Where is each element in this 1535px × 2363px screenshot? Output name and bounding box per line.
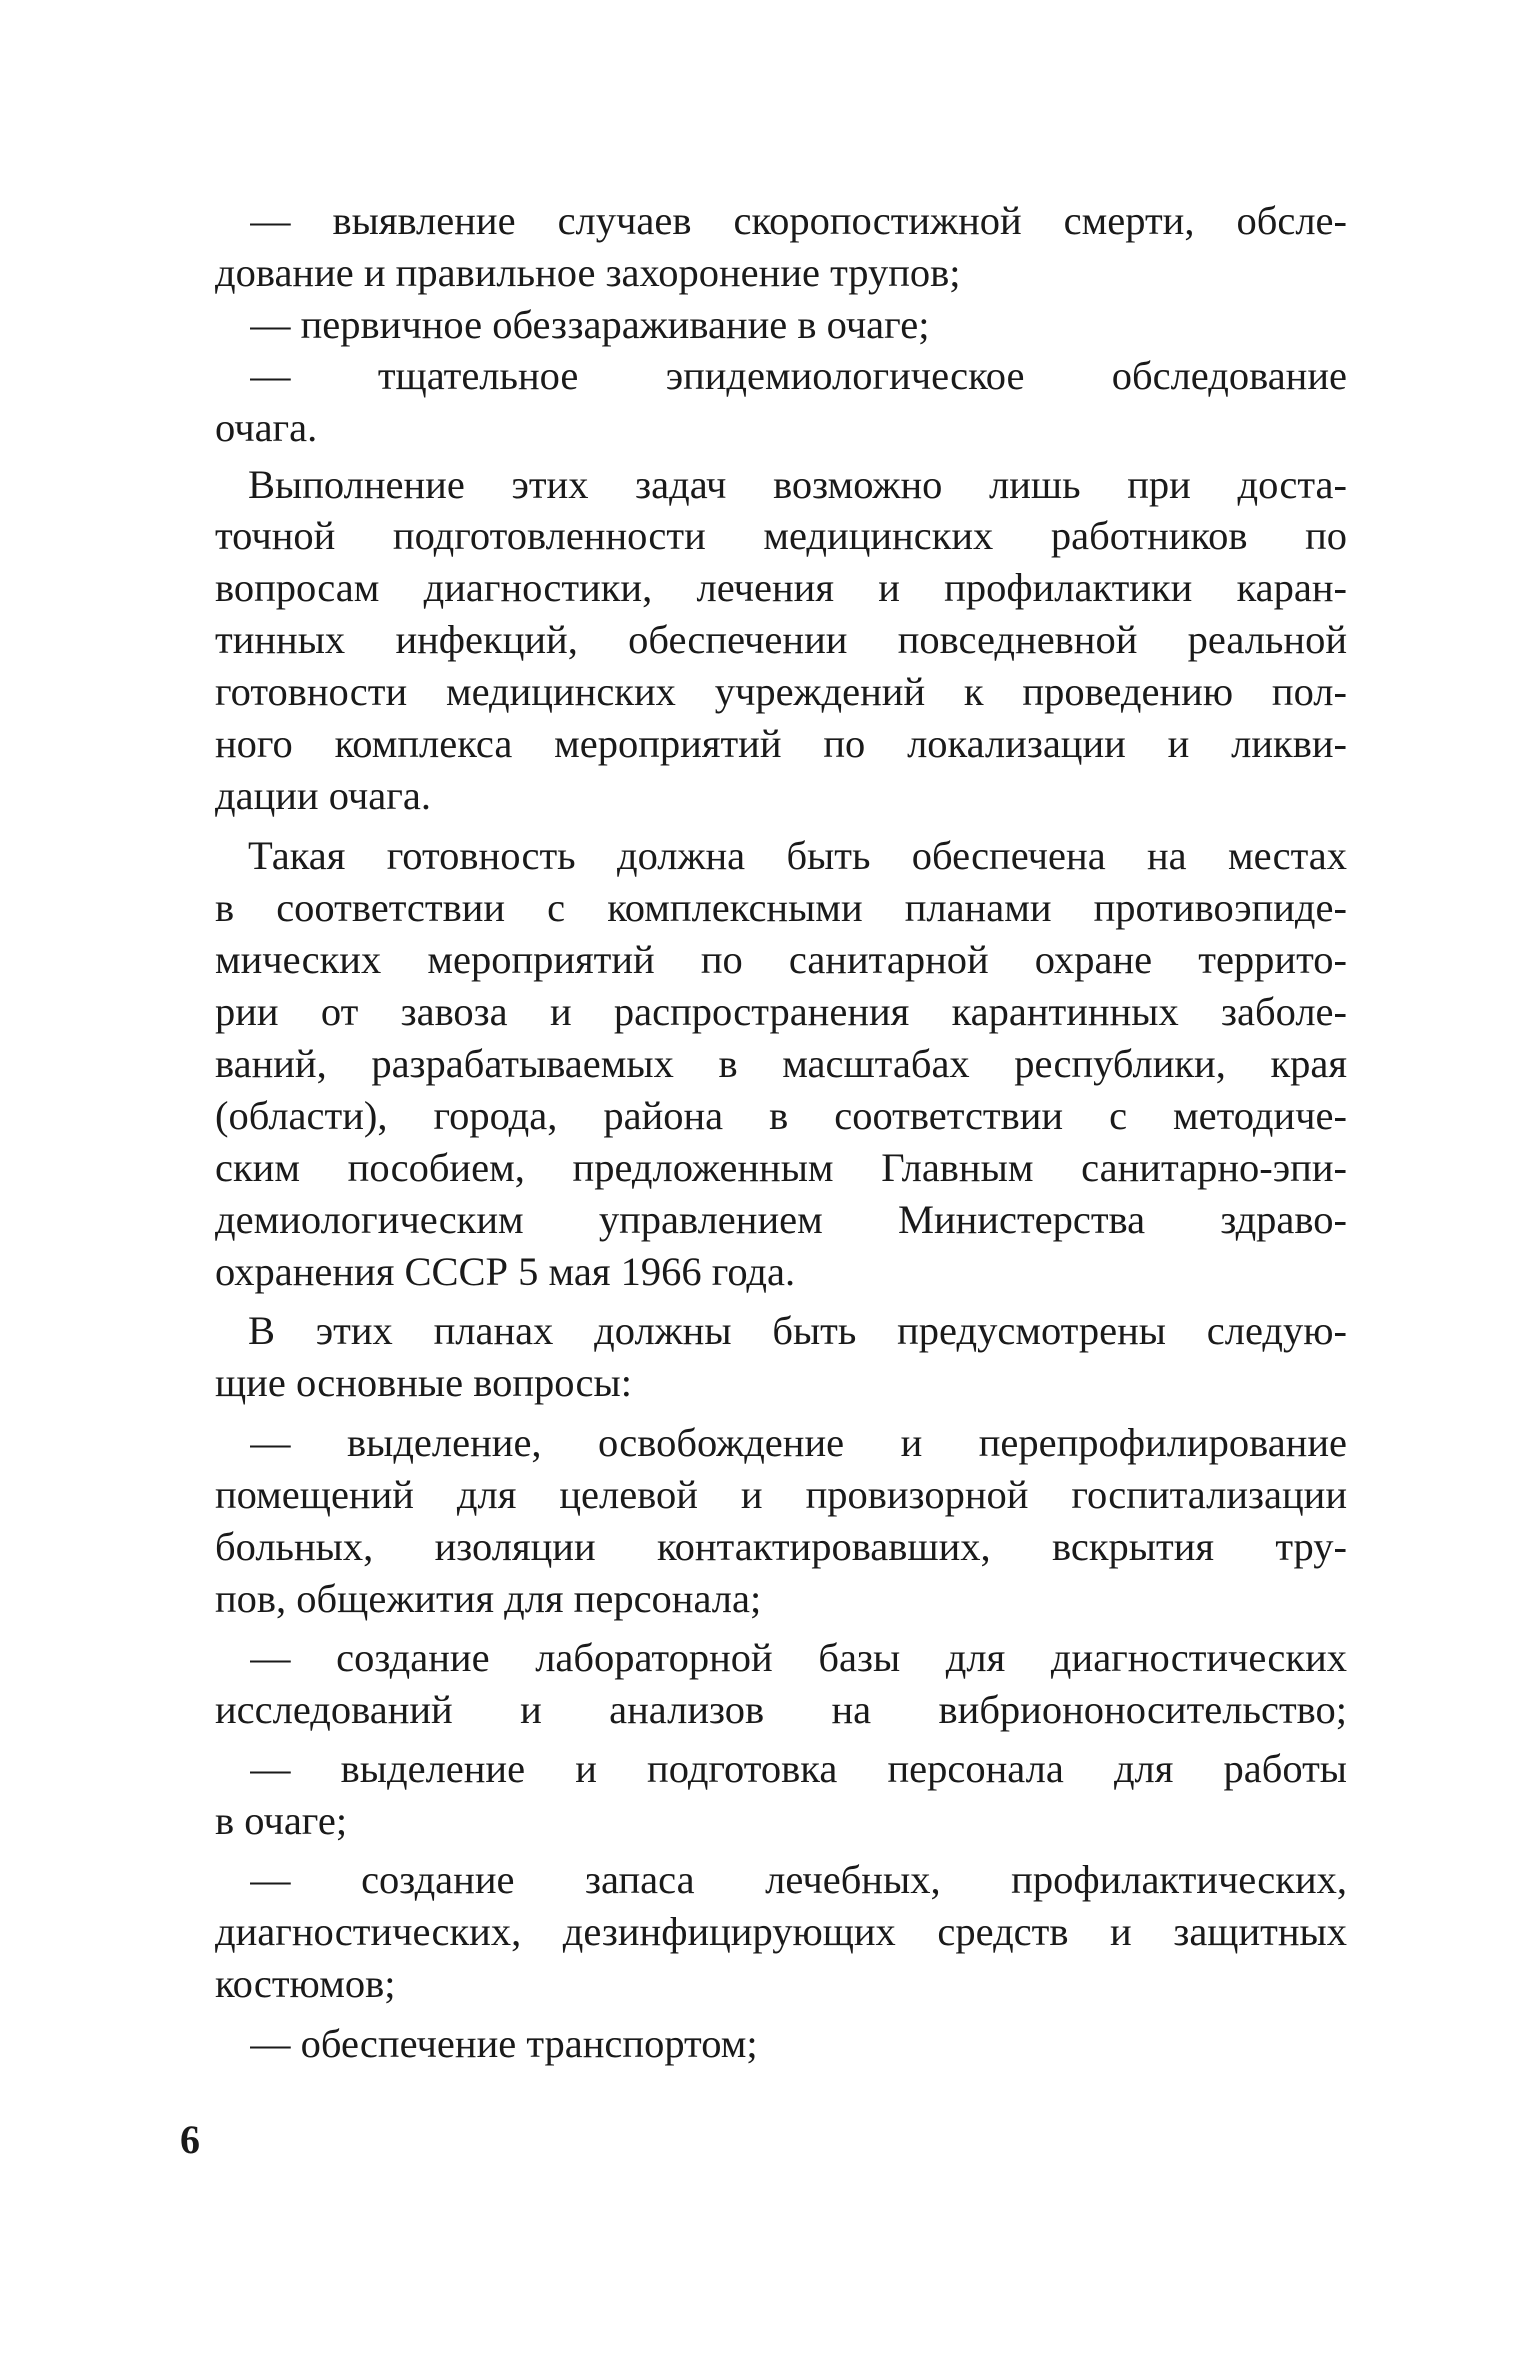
text-line: в очаге;: [215, 1798, 348, 1843]
text-line: ного комплекса мероприятий по локализации и ликви-: [215, 721, 1347, 766]
text-line: — обеспечение транспортом;: [250, 2021, 758, 2066]
text-line: Выполнение этих задач возможно лишь при доста-: [248, 462, 1347, 507]
text-line: ваний, разрабатываемых в масштабах республики, края: [215, 1041, 1347, 1086]
text-line: диагностических, дезинфицирующих средств и защитных: [215, 1909, 1347, 1954]
text-line: — создание лабораторной базы для диагностических: [250, 1635, 1347, 1680]
text-line: вопросам диагностики, лечения и профилактики каран-: [215, 565, 1347, 610]
text-line: дование и правильное захоронение трупов;: [215, 250, 961, 295]
text-line: рии от завоза и распространения карантинных заболе-: [215, 989, 1347, 1034]
text-line: точной подготовленности медицинских работников по: [215, 513, 1347, 558]
text-line: щие основные вопросы:: [215, 1360, 632, 1405]
page-number: 6: [180, 2117, 200, 2162]
text-line: — выделение и подготовка персонала для работы: [250, 1746, 1347, 1791]
text-line: в соответствии с комплексными планами противоэпиде-: [215, 885, 1347, 930]
text-line: пов, общежития для персонала;: [215, 1576, 762, 1621]
text-line: костюмов;: [215, 1961, 396, 2006]
text-line: очага.: [215, 405, 318, 450]
text-line: — создание запаса лечебных, профилактических,: [250, 1857, 1347, 1902]
text-line: дации очага.: [215, 773, 431, 818]
text-line: — первичное обеззараживание в очаге;: [250, 302, 930, 347]
text-line: мических мероприятий по санитарной охране террито-: [215, 937, 1347, 982]
text-line: (области), города, района в соответствии с методиче-: [215, 1093, 1347, 1138]
text-line: демиологическим управлением Министерства здраво-: [215, 1197, 1347, 1242]
text-line: исследований и анализов на вибриононосительство;: [215, 1687, 1347, 1732]
text-line: — выделение, освобождение и перепрофилирование: [250, 1420, 1347, 1465]
text-line: — выявление случаев скоропостижной смерти, обсле-: [250, 198, 1347, 243]
text-line: помещений для целевой и провизорной госпитализации: [215, 1472, 1347, 1517]
text-line: охранения СССР 5 мая 1966 года.: [215, 1249, 796, 1294]
text-line: тинных инфекций, обеспечении повседневной реальной: [215, 617, 1347, 662]
text-line: ским пособием, предложенным Главным санитарно-эпи-: [215, 1145, 1347, 1190]
text-line: В этих планах должны быть предусмотрены следую-: [248, 1308, 1347, 1353]
text-line: больных, изоляции контактировавших, вскрытия тру-: [215, 1524, 1347, 1569]
text-line: — тщательное эпидемиологическое обследование: [250, 353, 1347, 398]
text-line: Такая готовность должна быть обеспечена на местах: [248, 833, 1347, 878]
text-line: готовности медицинских учреждений к проведению пол-: [215, 669, 1347, 714]
